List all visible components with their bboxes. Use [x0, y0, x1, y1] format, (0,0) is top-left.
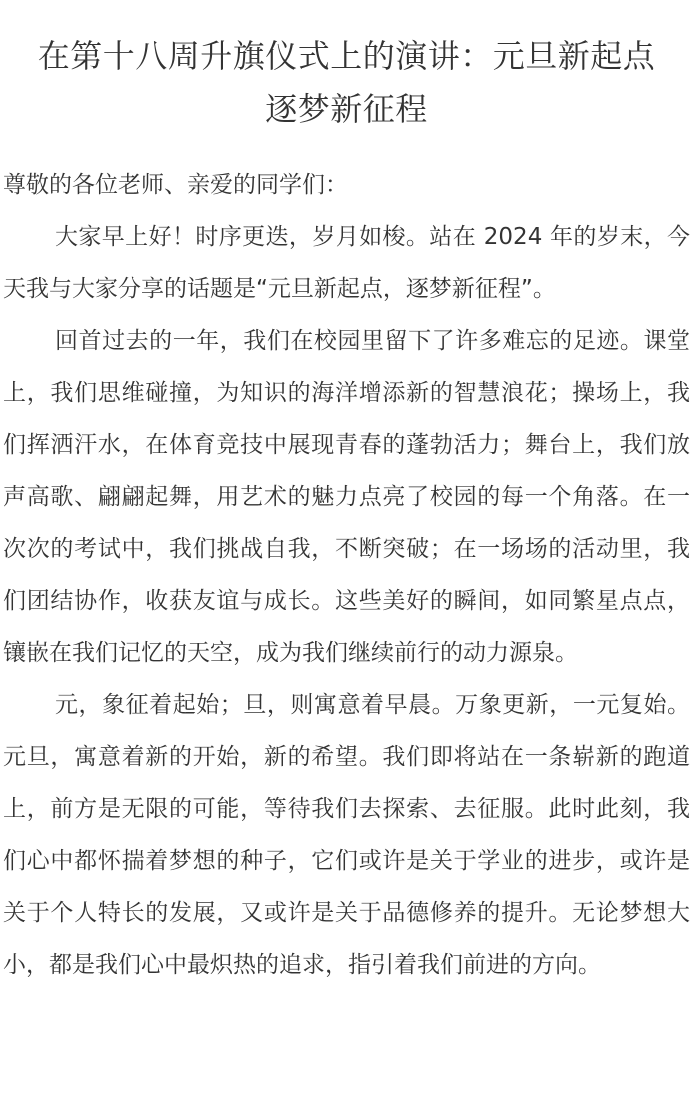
article-title-line-2: 逐梦新征程	[265, 90, 428, 128]
paragraph-new-year: 元，象征着起始；旦，则寓意着早晨。万象更新，一元复始。元旦，寓意着新的开始，新的希望。我们即将站在一条崭新的跑道上，前方是无限的可能，等待我们去探索、去征服。此时此刻，我们心中都怀揣着梦想的种子，它们或许是关于学业的进步，或许是关于个人特长的发展，又或许是关于品德修养的提升。无论梦想大小，都是我们心中最炽热的追求，指引着我们前进的方向。	[3, 692, 690, 978]
paragraph-greeting: 大家早上好！时序更迭，岁月如梭。站在 2024 年的岁末，今天我与大家分享的话题是“元旦新起点，逐梦新征程”。	[3, 224, 690, 302]
article-title	[3, 0, 690, 136]
salutation: 尊敬的各位老师、亲爱的同学们：	[3, 172, 348, 198]
article-body	[3, 159, 690, 991]
article-title-line-1: 在第十八周升旗仪式上的演讲：元旦新起点	[37, 37, 656, 75]
paragraph-review: 回首过去的一年，我们在校园里留下了许多难忘的足迹。课堂上，我们思维碰撞，为知识的海洋增添新的智慧浪花；操场上，我们挥洒汗水，在体育竞技中展现青春的蓬勃活力；舞台上，我们放声高歌、翩翩起舞，用艺术的魅力点亮了校园的每一个角落。在一次次的考试中，我们挑战自我，不断突破；在一场场的活动里，我们团结协作，收获友谊与成长。这些美好的瞬间，如同繁星点点，镶嵌在我们记忆的天空，成为我们继续前行的动力源泉。	[3, 328, 690, 666]
